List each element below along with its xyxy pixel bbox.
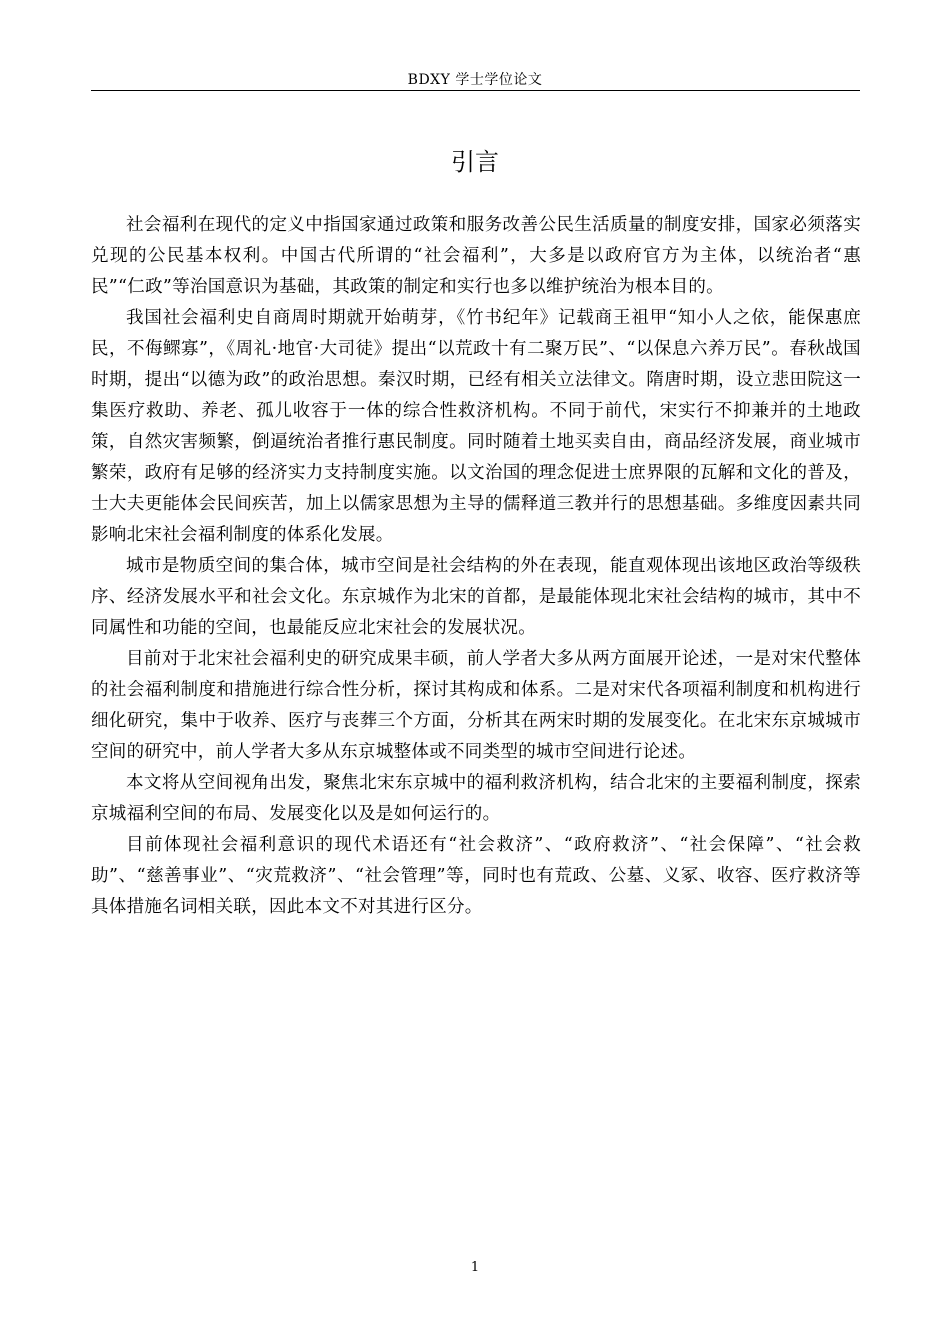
paragraph: 本文将从空间视角出发，聚焦北宋东京城中的福利救济机构，结合北宋的主要福利制度，探索京城福利空间的布局、发展变化以及是如何运行的。 <box>91 773 861 824</box>
paragraph: 目前体现社会福利意识的现代术语还有“社会救济”、“政府救济”、“社会保障”、“社会救助”、“慈善事业”、“灾荒救济”、“社会管理”等，同时也有荒政、公墓、义冢、收容、医疗救济等具体措施名词相关联，因此本文不对其进行区分。 <box>91 835 861 917</box>
body-text <box>91 210 861 923</box>
chapter-title: 引言 <box>451 148 499 176</box>
page-number: 1 <box>470 1260 480 1275</box>
paragraph: 城市是物质空间的集合体，城市空间是社会结构的外在表现，能直观体现出该地区政治等级秩序、经济发展水平和社会文化。东京城作为北宋的首都，是最能体现北宋社会结构的城市，其中不同属性和功能的空间，也最能反应北宋社会的发展状况。 <box>91 556 861 638</box>
page-header: BDXY 学士学位论文 <box>407 72 543 88</box>
header-divider <box>91 90 860 91</box>
paragraph: 社会福利在现代的定义中指国家通过政策和服务改善公民生活质量的制度安排，国家必须落实兑现的公民基本权利。中国古代所谓的“社会福利”，大多是以政府官方为主体，以统治者“惠民”“仁政”等治国意识为基础，其政策的制定和实行也多以维护统治为根本目的。 <box>91 215 861 297</box>
paragraph: 目前对于北宋社会福利史的研究成果丰硕，前人学者大多从两方面展开论述，一是对宋代整体的社会福利制度和措施进行综合性分析，探讨其构成和体系。二是对宋代各项福利制度和机构进行细化研究，集中于收养、医疗与丧葬三个方面，分析其在两宋时期的发展变化。在北宋东京城城市空间的研究中，前人学者大多从东京城整体或不同类型的城市空间进行论述。 <box>91 649 861 762</box>
paragraph: 我国社会福利史自商周时期就开始萌芽，《竹书纪年》记载商王祖甲“知小人之依，能保惠庶民，不侮鳏寡”，《周礼·地官·大司徒》提出“以荒政十有二聚万民”、“以保息六养万民”。春秋战国时期，提出“以德为政”的政治思想。秦汉时期，已经有相关立法律文。隋唐时期，设立悲田院这一集医疗救助、养老、孤儿收容于一体的综合性救济机构。不同于前代，宋实行不抑兼并的土地政策，自然灾害频繁，倒逼统治者推行惠民制度。同时随着土地买卖自由，商品经济发展，商业城市繁荣，政府有足够的经济实力支持制度实施。以文治国的理念促进士庶界限的瓦解和文化的普及，士大夫更能体会民间疾苦，加上以儒家思想为主导的儒释道三教并行的思想基础。多维度因素共同影响北宋社会福利制度的体系化发展。 <box>91 308 861 545</box>
